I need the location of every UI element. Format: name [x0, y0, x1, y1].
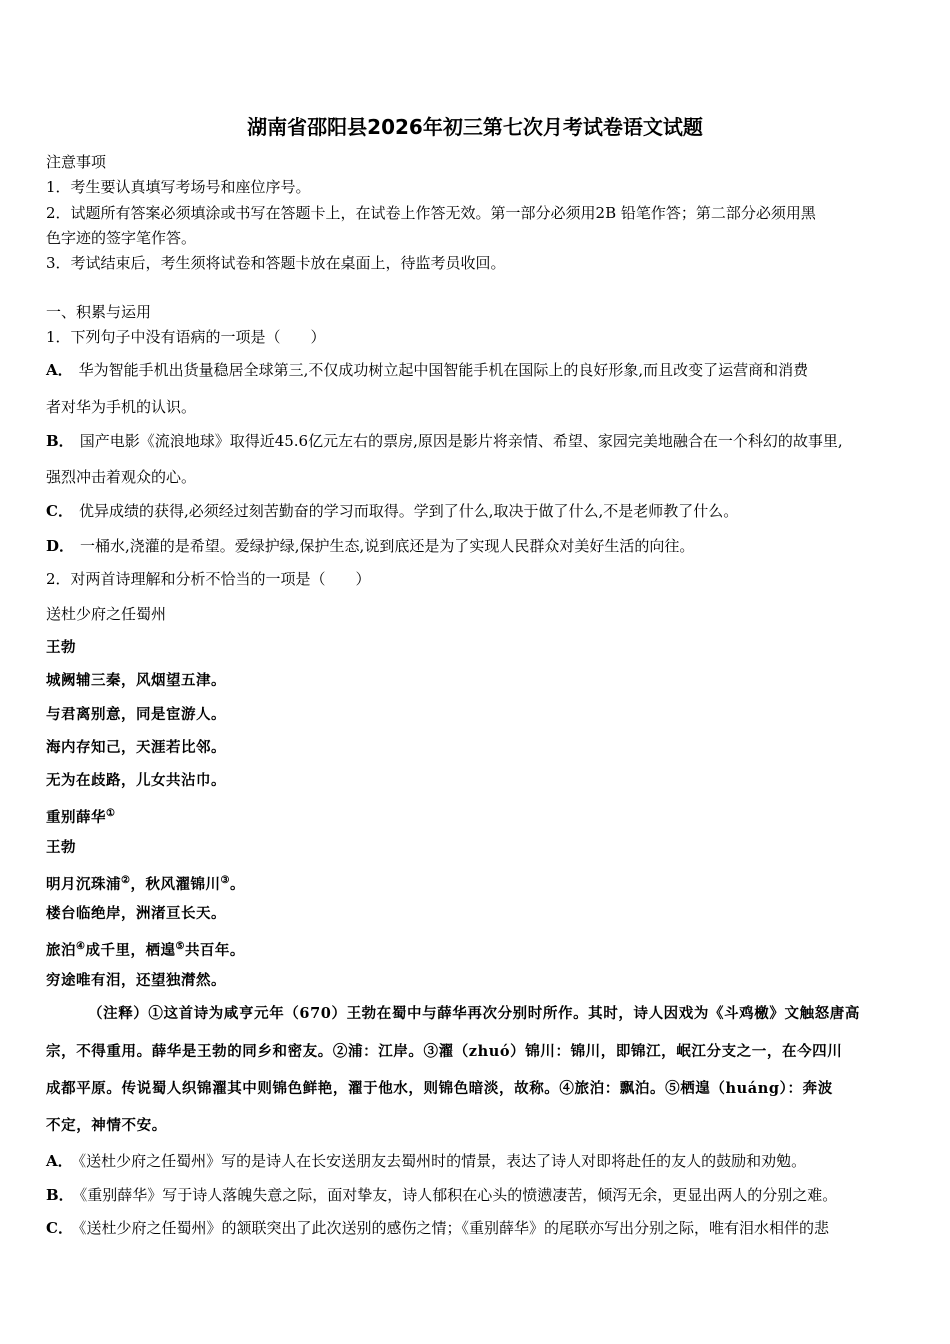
poem1-line: 城阙辅三秦，风烟望五津。 [46, 672, 226, 689]
q2-option-b [46, 1185, 837, 1205]
poem-text: 成千里，栖遑 [85, 941, 176, 959]
section-heading: 一、积累与运用 [46, 303, 152, 321]
poem-text: 明月沉珠浦 [46, 875, 121, 893]
q1-option-b-cont: 强烈冲击着观众的心。 [46, 468, 197, 486]
footnote-mark: ④ [76, 941, 86, 952]
notice-item: 2．试题所有答案必须填涂或书写在答题卡上，在试卷上作答无效。第一部分必须用2B 铅笔作答；第二部分必须用黑 [46, 204, 816, 222]
option-label: B． [46, 1186, 74, 1204]
q1-option-a-cont: 者对华为手机的认识。 [46, 398, 197, 416]
footnote-mark: ③ [220, 875, 230, 886]
question-2-stem: 2．对两首诗理解和分析不恰当的一项是（ ） [46, 570, 371, 588]
q2-option-a [46, 1151, 806, 1171]
poem2-line: 楼台临绝岸，洲渚亘长天。 [46, 905, 226, 922]
poem2-line [46, 871, 245, 895]
option-text: 《送杜少府之任蜀州》的颔联突出了此次送别的感伤之情；《重别薛华》的尾联亦写出分别之际，唯有泪水相伴的悲 [78, 1219, 829, 1237]
q2-option-c [46, 1218, 829, 1238]
option-label: C． [46, 502, 73, 520]
option-text: 华为智能手机出货量稳居全球第三,不仅成功树立起中国智能手机在国际上的良好形象,而且改变了运营商和消费 [78, 361, 809, 379]
option-label: A． [46, 361, 73, 379]
notice-item: 色字迹的签字笔作答。 [46, 229, 197, 247]
footnote-mark: ① [106, 808, 116, 819]
annotation-line: 成都平原。传说蜀人织锦濯其中则锦色鲜艳，濯于他水，则锦色暗淡，故称。④旅泊：飘泊。⑤栖遑（huáng）：奔波 [46, 1080, 833, 1097]
poem2-author: 王勃 [46, 839, 76, 856]
footnote-mark: ⑤ [175, 941, 185, 952]
option-text: 《送杜少府之任蜀州》写的是诗人在长安送朋友去蜀州时的情景，表达了诗人对即将赴任的友人的鼓励和劝勉。 [78, 1152, 807, 1170]
option-text: 优异成绩的获得,必须经过刻苦勤奋的学习而取得。学到了什么,取决于做了什么,不是老师教了什么。 [78, 502, 739, 520]
q1-option-d [46, 536, 694, 556]
notice-item: 1．考生要认真填写考场号和座位序号。 [46, 178, 311, 196]
poem-text: ，秋风濯锦川 [130, 875, 221, 893]
footnote-mark: ② [121, 875, 131, 886]
poem1-line: 无为在歧路，儿女共沾巾。 [46, 772, 226, 789]
notice-item: 3．考试结束后，考生须将试卷和答题卡放在桌面上，待监考员收回。 [46, 254, 506, 272]
q1-option-c [46, 501, 738, 521]
poem2-line [46, 937, 245, 961]
poem2-title-text: 重别薛华 [46, 808, 106, 826]
option-label: B． [46, 432, 74, 450]
option-text: 《重别薛华》写于诗人落魄失意之际，面对挚友，诗人郁积在心头的愤懑凄苦，倾泻无余，更显出两人的分别之难。 [79, 1186, 838, 1204]
option-text: 一桶水,浇灌的是希望。爱绿护绿,保护生态,说到底还是为了实现人民群众对美好生活的向往。 [80, 537, 695, 555]
q1-option-b [46, 431, 843, 451]
q1-option-a [46, 360, 808, 380]
question-1-stem: 1．下列句子中没有语病的一项是（ ） [46, 328, 326, 346]
poem1-title: 送杜少府之任蜀州 [46, 605, 167, 623]
poem1-line: 海内存知己，天涯若比邻。 [46, 739, 226, 756]
poem-text: 。 [229, 875, 245, 893]
poem2-line: 穷途唯有泪，还望独潸然。 [46, 972, 226, 989]
option-label: D． [46, 537, 75, 555]
poem1-line: 与君离别意，同是宦游人。 [46, 706, 226, 723]
annotation-line: 不定，神情不安。 [46, 1117, 167, 1134]
option-text: 国产电影《流浪地球》取得近45.6亿元左右的票房,原因是影片将亲情、希望、家园完美地融合在一个科幻的故事里, [79, 432, 843, 450]
annotation-line: 宗，不得重用。薛华是王勃的同乡和密友。②浦：江岸。③濯（zhuó）锦川：锦川，即锦江，岷江分支之一，在今四川 [46, 1043, 843, 1060]
option-label: C． [46, 1219, 73, 1237]
notice-heading: 注意事项 [46, 153, 107, 171]
poem-text: 共百年。 [184, 941, 245, 959]
annotation-line: （注释）①这首诗为咸亨元年（670）王勃在蜀中与薛华再次分别时所作。其时，诗人因戏为《斗鸡檄》文触怒唐高 [88, 1005, 860, 1022]
poem-text: 旅泊 [46, 941, 76, 959]
page-title: 湖南省邵阳县2026年初三第七次月考试卷语文试题 [247, 115, 703, 139]
poem1-author: 王勃 [46, 639, 76, 656]
poem2-title [46, 804, 115, 828]
option-label: A． [46, 1152, 73, 1170]
